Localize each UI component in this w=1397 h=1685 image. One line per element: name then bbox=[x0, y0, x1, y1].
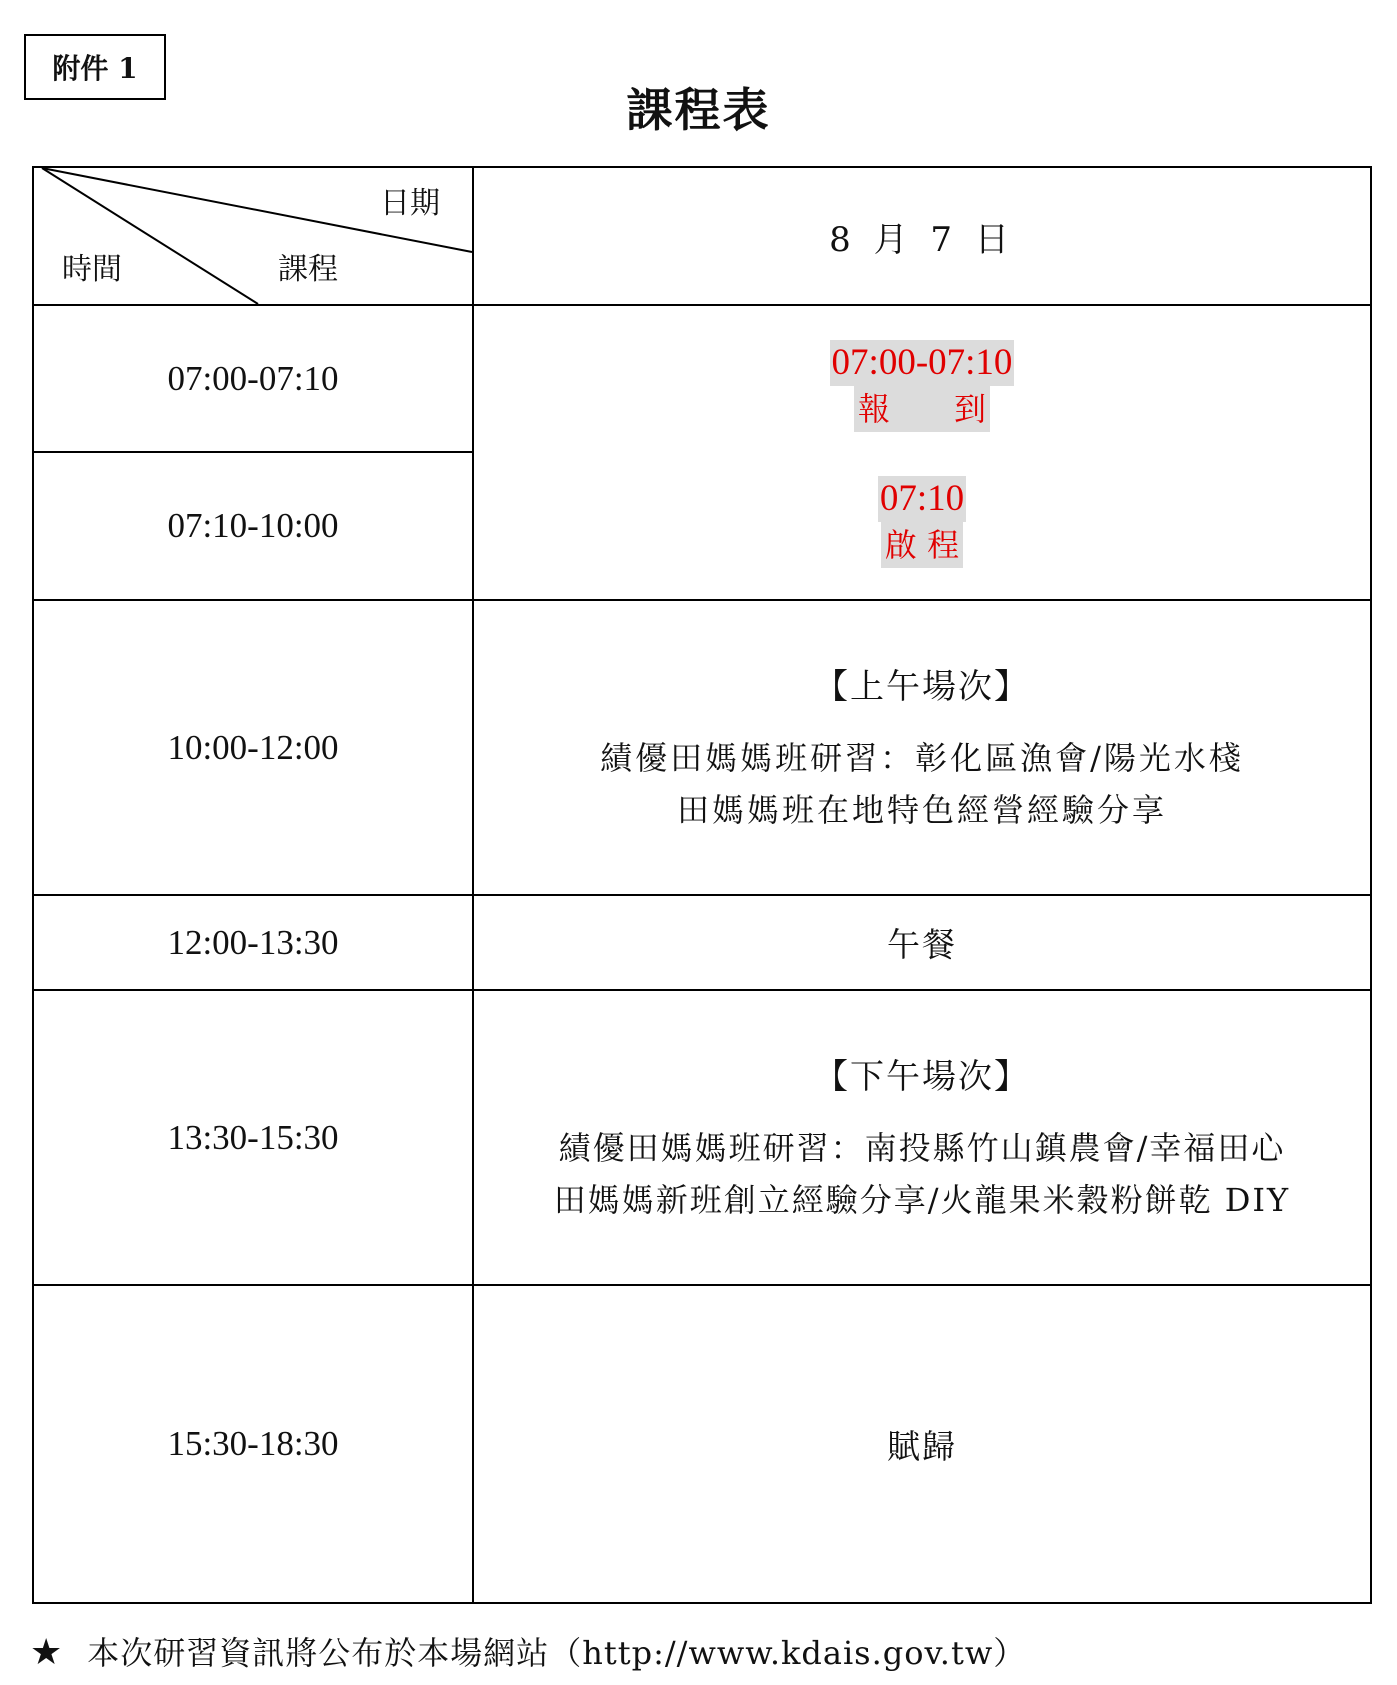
morning-session-line: 績優田媽媽班研習：彰化區漁會/陽光水棧 bbox=[600, 739, 1244, 777]
depart-label: 啟 程 bbox=[881, 522, 963, 568]
afternoon-session-line: 績優田媽媽班研習：南投縣竹山鎮農會/幸福田心 bbox=[558, 1129, 1286, 1167]
header-course-label: 課程 bbox=[278, 252, 338, 287]
star-icon: ★ bbox=[30, 1632, 64, 1673]
schedule-table bbox=[32, 166, 1372, 1604]
time-cell bbox=[34, 896, 472, 989]
morning-session-line: 田媽媽班在地特色經營經驗分享 bbox=[676, 791, 1167, 829]
checkin-label: 報 到 bbox=[854, 386, 990, 432]
time-text: 10:00-12:00 bbox=[167, 727, 339, 767]
time-text: 12:00-13:30 bbox=[167, 922, 339, 962]
date-text: 8 月 7 日 bbox=[829, 219, 1015, 260]
afternoon-session-cell bbox=[474, 991, 1370, 1284]
header-date-label: 日期 bbox=[380, 186, 440, 221]
page-title: 課程表 bbox=[626, 83, 771, 137]
morning-session-title: 【上午場次】 bbox=[814, 667, 1030, 707]
time-cell bbox=[34, 601, 472, 894]
time-text: 15:30-18:30 bbox=[167, 1424, 339, 1463]
header-time-label: 時間 bbox=[62, 252, 122, 287]
date-header bbox=[474, 168, 1370, 304]
time-text: 13:30-15:30 bbox=[167, 1117, 339, 1157]
depart-time: 07:10 bbox=[878, 476, 966, 522]
time-cell bbox=[34, 1286, 472, 1602]
checkin-time: 07:00-07:10 bbox=[830, 340, 1015, 386]
time-cell bbox=[34, 453, 472, 599]
footer-text: 本次研習資訊將公布於本場網站（http://www.kdais.gov.tw） bbox=[87, 1634, 1027, 1672]
time-cell bbox=[34, 991, 472, 1284]
attachment-label: 附件 1 bbox=[24, 34, 166, 100]
return-text: 賦歸 bbox=[887, 1426, 957, 1466]
checkin-depart-cell bbox=[474, 306, 1370, 599]
lunch-text: 午餐 bbox=[887, 925, 957, 964]
return-cell bbox=[474, 1286, 1370, 1602]
lunch-cell bbox=[474, 896, 1370, 989]
morning-session-cell bbox=[474, 601, 1370, 894]
time-text: 07:00-07:10 bbox=[167, 358, 339, 398]
footer-note bbox=[30, 1628, 1026, 1674]
afternoon-session-line: 田媽媽新班創立經驗分享/火龍果米穀粉餅乾 DIY bbox=[553, 1181, 1291, 1219]
time-text: 07:10-10:00 bbox=[167, 506, 339, 545]
time-cell bbox=[34, 306, 472, 451]
afternoon-session-title: 【下午場次】 bbox=[814, 1057, 1030, 1097]
